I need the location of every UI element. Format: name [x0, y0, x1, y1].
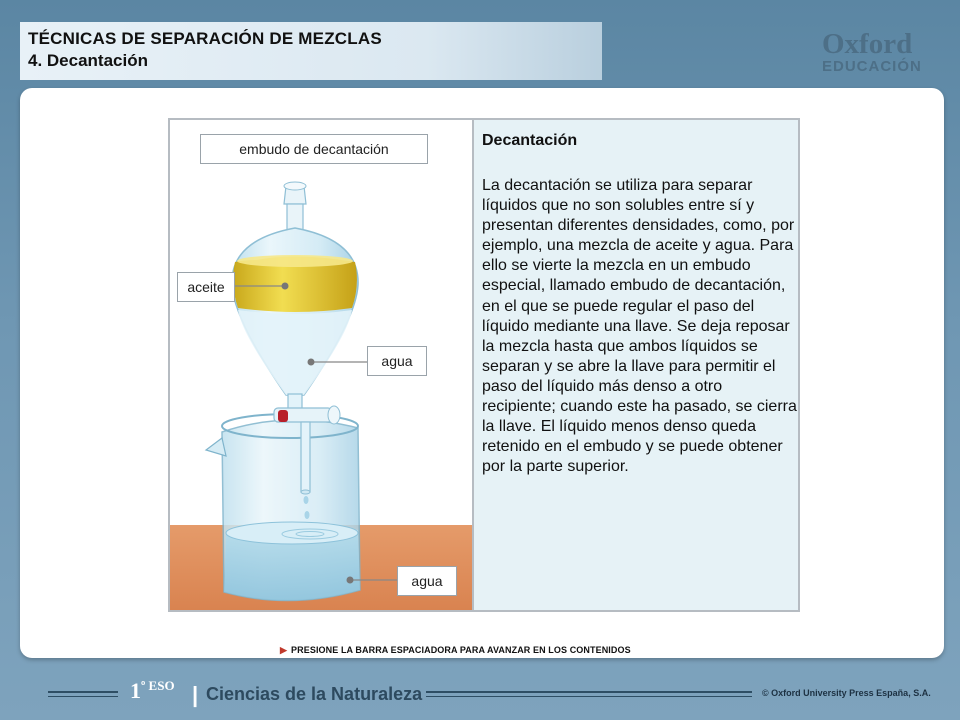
page-title: TÉCNICAS DE SEPARACIÓN DE MEZCLAS — [28, 29, 382, 48]
stopcock-valve — [278, 410, 288, 422]
course-label — [130, 678, 175, 704]
page-subtitle: 4. Decantación — [28, 51, 148, 70]
logo-top-text: Oxford — [822, 28, 913, 60]
play-arrow-icon: ▶ — [280, 645, 288, 655]
footer-rule-right-thin — [426, 696, 752, 697]
label-agua-funnel: agua — [367, 346, 427, 376]
label-embudo-decantacion: embudo de decantación — [200, 134, 428, 164]
advance-instruction-text: PRESIONE LA BARRA ESPACIADORA PARA AVANZAR EN LOS CONTENIDOS — [291, 645, 631, 655]
logo-bottom-text: EDUCACIÓN — [822, 58, 922, 75]
subject-name: Ciencias de la Naturaleza — [206, 684, 423, 704]
copyright-notice: © Oxford University Press España, S.A. — [762, 688, 931, 698]
section-body: La decantación se utiliza para separar líquidos que no son solubles entre sí y presentan diferentes densidades, como, por ejemplo, una mezcla de aceite y agua. Para ello se vierte la mezcla en un embudo especial, llamado embudo de decantación, en el que se puede regular el paso del líquido mediante una llave. Se deja reposar la mezcla hasta que ambos líquidos se separan y se abre la llave para permitir el paso del líquido más denso a otro recipiente; cuando este ha pasado, se cierra la llave. El líquido menos denso queda retenido en el embudo y se puede obtener por la parte superior. — [482, 177, 797, 476]
label-agua-beaker: agua — [397, 566, 457, 596]
advance-instruction[interactable] — [280, 645, 631, 656]
footer-rule-left — [48, 691, 118, 693]
course-suffix: º ESO — [141, 678, 175, 693]
course-number: 1 — [130, 678, 141, 703]
footer-rule-left-thin — [48, 696, 118, 697]
footer-separator: | — [192, 682, 199, 707]
oxford-logo — [822, 30, 942, 76]
footer-rule-right — [426, 691, 752, 693]
section-heading: Decantación — [482, 132, 578, 149]
label-aceite: aceite — [177, 272, 235, 302]
